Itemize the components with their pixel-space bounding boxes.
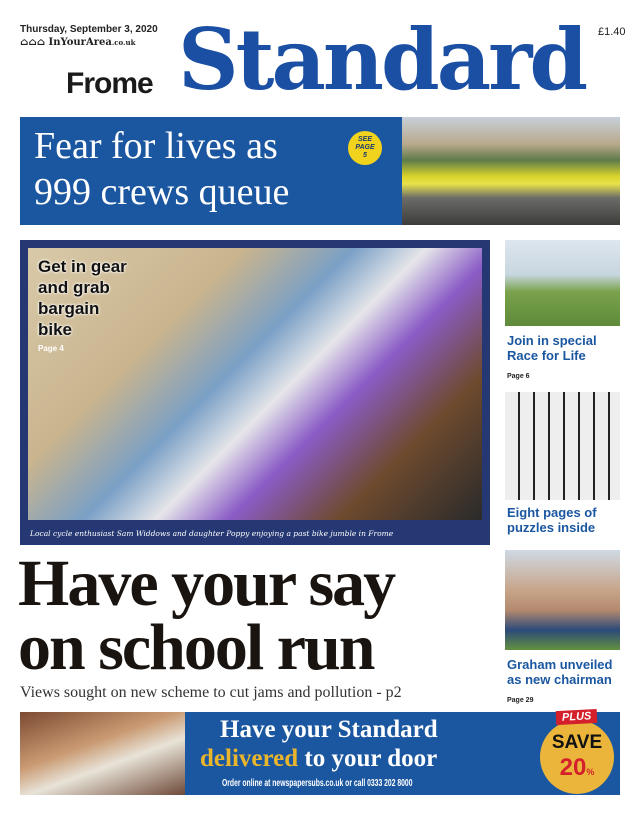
home-icons: ⌂⌂⌂ [20,37,49,48]
percent-sign: % [586,767,595,777]
photo-page-ref: Page 4 [38,344,64,353]
masthead-title: Standard [178,10,586,109]
main-photo-frame[interactable] [20,240,490,545]
ambulances-photo [402,117,620,225]
save-text: SAVE [551,732,603,753]
badge-text: SEE [357,136,372,143]
headline-line: Join in special [507,333,597,348]
sidebar-headline-chairman[interactable] [507,657,612,687]
banner-line-1: Fear for lives as [34,125,278,167]
sidebar-headline-race[interactable] [507,333,597,363]
top-story-banner[interactable] [20,117,402,225]
sidebar-page-ref: Page 29 [507,697,534,704]
cyclists-photo [28,248,482,520]
sidebar-page-ref: Page 6 [507,373,530,380]
headline-line: Graham unveiled [507,657,613,672]
see-page-badge [348,131,382,165]
crossword-photo [505,392,620,500]
photo-headline-line: bargain [38,299,100,318]
sidebar-headline-puzzles[interactable] [507,505,597,535]
inyourarea-name: InYourArea [48,37,112,48]
headline-line: Eight pages of [507,505,597,520]
lead-headline[interactable] [18,547,395,684]
ad-order-info: Order online at newspapersubs.co.uk or call 0333 202 8000 [222,778,413,789]
price: £1.40 [598,26,626,38]
photo-headline [38,256,127,340]
inyourarea-suffix: .co.uk [111,38,136,47]
newspaper-delivery-photo [20,712,185,795]
badge-text: 5 [363,152,367,159]
headline-line: as new chairman [507,672,612,687]
banner-line-2: 999 crews queue [34,171,290,213]
headline-line: Have your say [18,547,395,620]
plus-tag: PLUS [556,709,598,725]
photo-caption: Local cycle enthusiast Sam Widdows and daughter Poppy enjoying a past bike jumble in Frome [30,529,394,538]
photo-headline-line: bike [38,320,73,339]
lead-subhead: Views sought on new scheme to cut jams and pollution - p2 [20,684,402,701]
ad-line-1: Have your Standard [220,716,438,743]
photo-headline-line: Get in gear [38,257,127,276]
badge-text: PAGE [355,144,375,151]
masthead-town: Frome [66,67,153,100]
headline-line: Race for Life [507,348,586,363]
inyourarea-logo [20,37,135,49]
issue-date: Thursday, September 3, 2020 [20,24,158,35]
save-percent: 20 [559,754,587,781]
photo-headline-line: and grab [38,278,110,297]
headline-line: puzzles inside [507,520,596,535]
chairman-photo [505,550,620,650]
ad-line-2 [200,745,437,773]
ad-line-2-rest: to your door [304,745,438,772]
headline-line: on school run [18,611,374,684]
ad-highlight: delivered [200,745,299,772]
save-badge [540,720,614,794]
race-for-life-photo [505,240,620,326]
